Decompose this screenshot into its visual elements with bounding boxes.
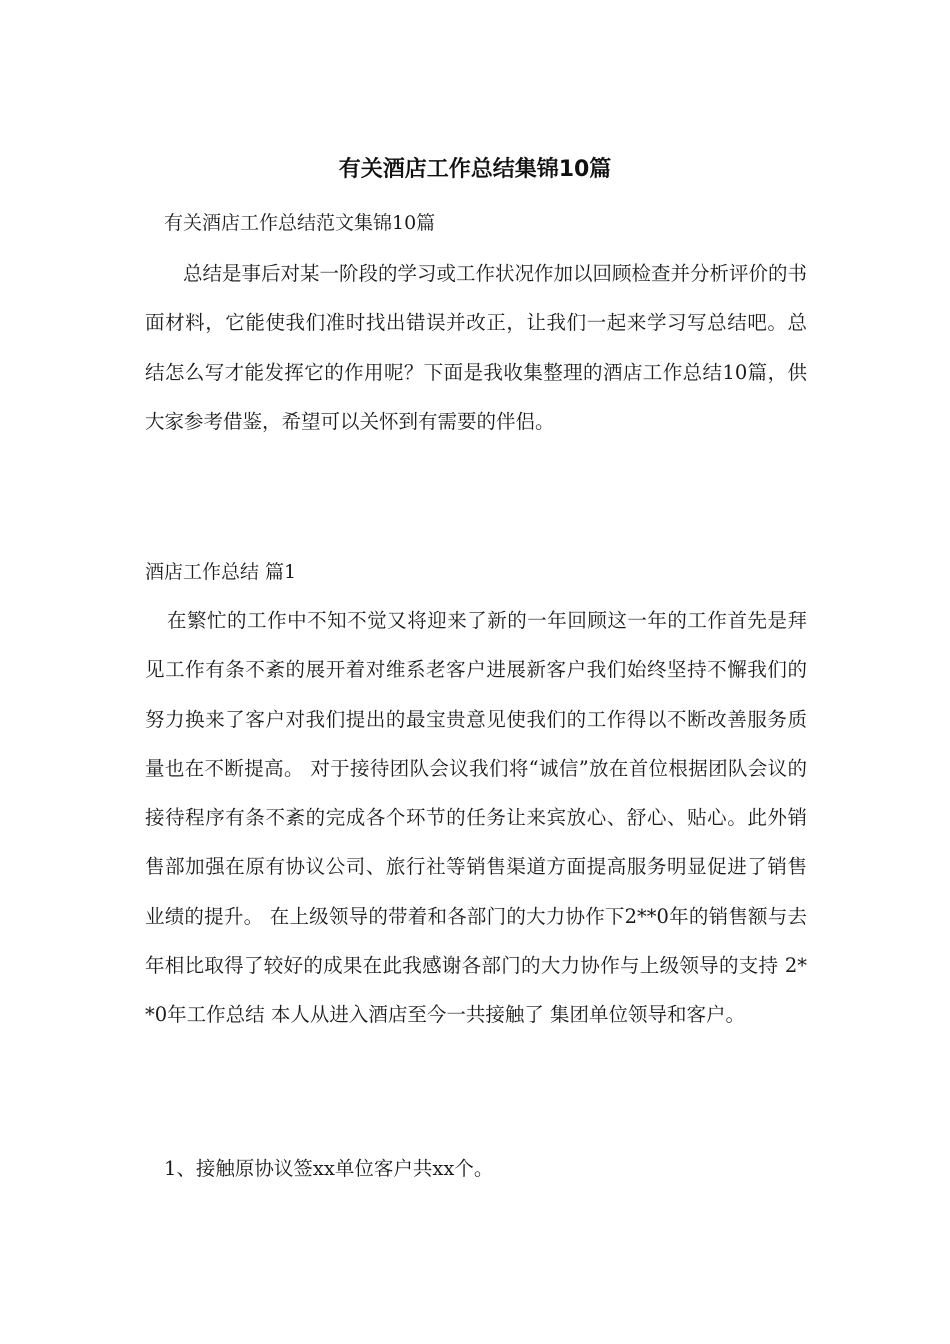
intro-paragraph: 总结是事后对某一阶段的学习或工作状况作加以回顾检查并分析评价的书面材料，它能使我们准时找出错误并改正，让我们一起来学习写总结吧。总结怎么写才能发挥它的作用呢？下面是我收集整理的酒店工作总结10篇，供大家参考借鉴，希望可以关怀到有需要的伴侣。 xyxy=(145,262,808,433)
list-item: 1、接触原协议签xx单位客户共xx个。 xyxy=(164,1157,494,1180)
section-body-paragraph: 在繁忙的工作中不知不觉又将迎来了新的一年回顾这一年的工作首先是拜见工作有条不紊的展开着对维系老客户进展新客户我们始终坚持不懈我们的努力换来了客户对我们提出的最宝贵意见使我们的工作得以不断改善服务质量也在不断提高。 对于接待团队会议我们将“诚信”放在首位根据团队会议的接待程序有条不紊的完成各个环节的任务让来宾放心、舒心、贴心。此外销售部加强在原有协议公司、旅行社等销售渠道方面提高服务明显促进了销售业绩的提升。 在上级领导的带着和各部门的大力协作下2**0年的销售额与去年相比取得了较好的成果在此我感谢各部门的大力协作与上级领导的支持 2**0年工作总结 本人从进入酒店至今一共接触了 集团单位领导和客户。 xyxy=(145,609,807,1027)
document-title: 有关酒店工作总结集锦10篇 xyxy=(338,157,612,182)
document-subtitle: 有关酒店工作总结范文集锦10篇 xyxy=(164,212,436,234)
section-heading: 酒店工作总结 篇1 xyxy=(145,561,297,583)
